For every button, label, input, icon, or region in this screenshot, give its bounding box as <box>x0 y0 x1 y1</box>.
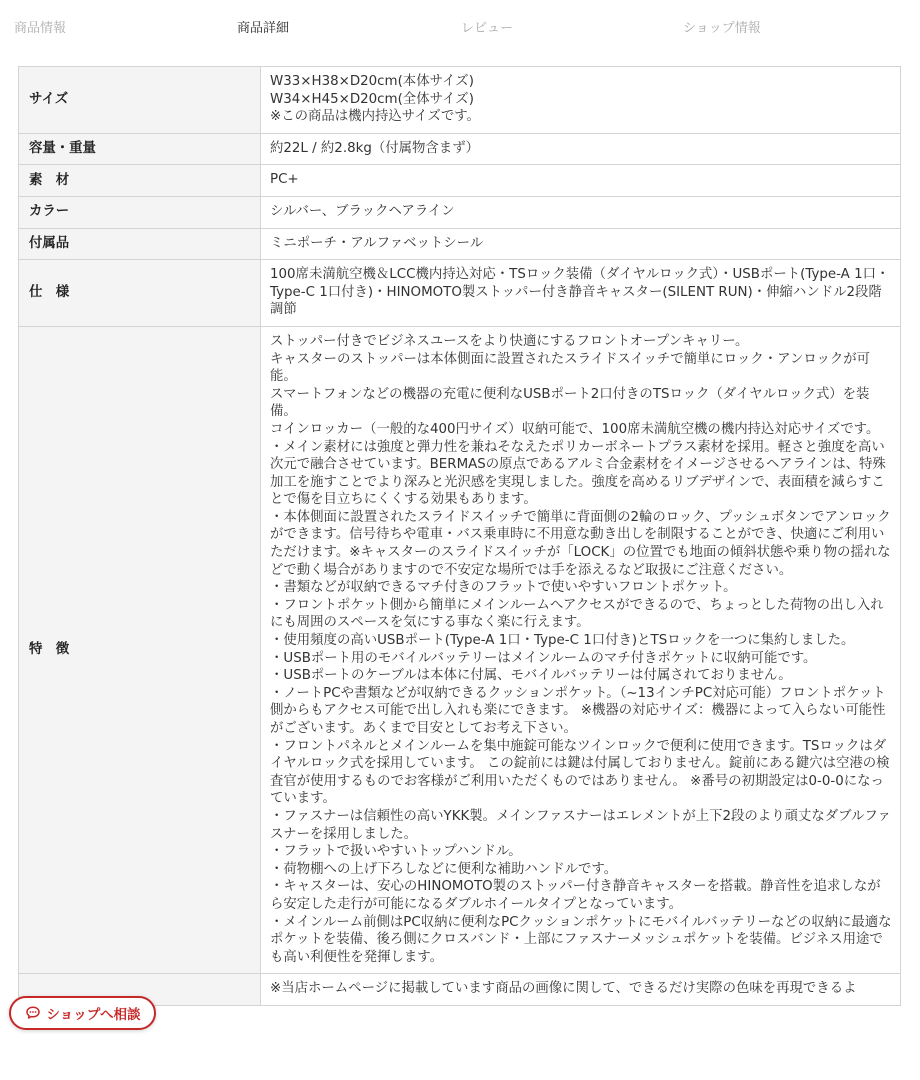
spec-table <box>18 66 901 1006</box>
tab-product-info[interactable]: 商品情報 <box>14 21 67 36</box>
spec-label: 特 徴 <box>19 326 261 973</box>
tab-review[interactable]: レビュー <box>461 21 514 36</box>
tab-shop-info[interactable]: ショップ情報 <box>683 21 761 36</box>
feature-line: ・フロントポケット側から簡単にメインルームへアクセスができるので、ちょっとした荷物の出し入れにも周囲のスペースを気にする事なく楽に行えます。 <box>270 597 884 631</box>
feature-line: ・USBポートのケーブルは本体に付属、モバイルバッテリーは付属されておりません。 <box>270 668 792 684</box>
shop-consult-label: ショップへ相談 <box>46 1007 141 1023</box>
spec-label: 容量・重量 <box>19 133 261 165</box>
spec-row-size <box>19 67 901 134</box>
feature-line: ・使用頻度の高いUSBポート(Type-A 1口・Type-C 1口付き)とTSロックを一つに集約しました。 <box>270 633 855 649</box>
feature-line: キャスターのストッパーは本体側面に設置されたスライドスイッチで簡単にロック・アンロックが可能。 <box>270 351 871 385</box>
chat-bubble-icon <box>25 1005 41 1021</box>
shop-consult-button[interactable] <box>9 996 156 1030</box>
spec-value: 100席未満航空機＆LCC機内持込対応・TSロック装備（ダイヤルロック式）・USBポート(Type-A 1口・Type-C 1口付き)・HINOMOTO製ストッパー付き静音キャスター(SILENT RUN)・伸縮ハンドル2段階調節 <box>261 260 901 327</box>
feature-line: ・USBポート用のモバイルバッテリーはメインルームのマチ付きポケットに収納可能です。 <box>270 650 817 666</box>
feature-line: ・フロントパネルとメインルームを集中施錠可能なツインロックで便利に使用できます。TSロックはダイヤルロック式を採用しています。 この錠前には鍵は付属しておりません。錠前にある鍵穴は空港の検査官が使用するものでお客様がご利用いただくものではありません。 ※番号の初期設定は0-0-0になっています。 <box>270 738 890 807</box>
feature-line: ・キャスターは、安心のHINOMOTO製のストッパー付き静音キャスターを搭載。静音性を追求しながら安定した走行が可能になるダブルホイールタイプとなっています。 <box>270 879 881 912</box>
spec-value: ミニポーチ・アルファベットシール <box>261 228 901 260</box>
spec-value <box>261 67 901 134</box>
spec-line: W34×H45×D20cm(全体サイズ) <box>270 91 474 107</box>
spec-value: シルバー、ブラックヘアライン <box>261 196 901 228</box>
spec-row-spec <box>19 260 901 327</box>
feature-line: ・メインルーム前側はPC収納に便利なPCクッションポケットにモバイルバッテリーなどの収納に最適なポケットを装備、後ろ側にクロスバンド・上部にファスナーメッシュポケットを装備。ビジネス用途でも高い利便性を発揮します。 <box>270 914 892 965</box>
spec-label: 素 材 <box>19 165 261 197</box>
feature-line: ・書類などが収納できるマチ付きのフラットで使いやすいフロントポケット。 <box>270 580 737 596</box>
spec-line: W33×H38×D20cm(本体サイズ) <box>270 74 474 89</box>
spec-value <box>261 326 901 973</box>
feature-line: ・荷物棚への上げ下ろしなどに便利な補助ハンドルです。 <box>270 861 618 877</box>
feature-line: コインロッカー（一般的な400円サイズ）収納可能で、100席未満航空機の機内持込対応サイズです。 <box>270 421 880 437</box>
feature-line: スマートフォンなどの機器の充電に便利なUSBポート2口付きのTSロック（ダイヤルロック式）を装備。 <box>270 386 870 420</box>
spec-label: 仕 様 <box>19 260 261 327</box>
spec-value: PC+ <box>261 165 901 197</box>
tab-product-detail[interactable]: 商品詳細 <box>237 21 290 36</box>
feature-line: ・ノートPCや書類などが収納できるクッションポケット。（~13インチPC対応可能）フロントポケット側からもアクセス可能で出し入れも楽にできます。 ※機器の対応サイズ：機器によって入らない可能性がございます。あくまで目安としてお考え下さい。 <box>270 685 886 736</box>
spec-row-color <box>19 196 901 228</box>
feature-line: ・ファスナーは信頼性の高いYKK製。メインファスナーはエレメントが上下2段のより頑丈なダブルファスナーを採用しました。 <box>270 808 891 842</box>
spec-row-features <box>19 326 901 973</box>
product-tabs <box>0 0 920 54</box>
feature-line: ストッパー付きでビジネスユースをより快適にするフロントオープンキャリー。 <box>270 333 749 349</box>
spec-value: ※当店ホームページに掲載しています商品の画像に関して、できるだけ実際の色味を再現できるよ <box>261 974 901 1006</box>
spec-row-material <box>19 165 901 197</box>
feature-line: ・フラットで扱いやすいトップハンドル。 <box>270 844 522 860</box>
spec-label: 付属品 <box>19 228 261 260</box>
spec-label: サイズ <box>19 67 261 134</box>
spec-label: カラー <box>19 196 261 228</box>
spec-row-capacity <box>19 133 901 165</box>
spec-line: ※この商品は機内持込サイズです。 <box>270 109 480 125</box>
feature-line: ・本体側面に設置されたスライドスイッチで簡単に背面側の2輪のロック、プッシュボタンでアンロックができます。信号待ちや電車・バス乗車時に不用意な動き出しを制限することができ、快適にご利用いただけます。※キャスターのスライドスイッチが「LOCK」の位置でも地面の傾斜状態や乗り物の揺れなどで動く場合がありますので不安定な場所では手を添えるなど取扱にご注意ください。 <box>270 509 891 578</box>
spec-value: 約22L / 約2.8kg（付属物含まず） <box>261 133 901 165</box>
spec-row-accessories <box>19 228 901 260</box>
feature-line: ・メイン素材には強度と弾力性を兼ねそなえたポリカーボネートプラス素材を採用。軽さと強度を高い次元で融合させています。BERMASの原点であるアルミ合金素材をイメージさせるヘアラインは、特殊加工を施すことでより深みと光沢感を実現しました。強度を高めるリブデザインで、表面積を減らすことで傷を目立ちにくくする効果もあります。 <box>270 439 886 508</box>
